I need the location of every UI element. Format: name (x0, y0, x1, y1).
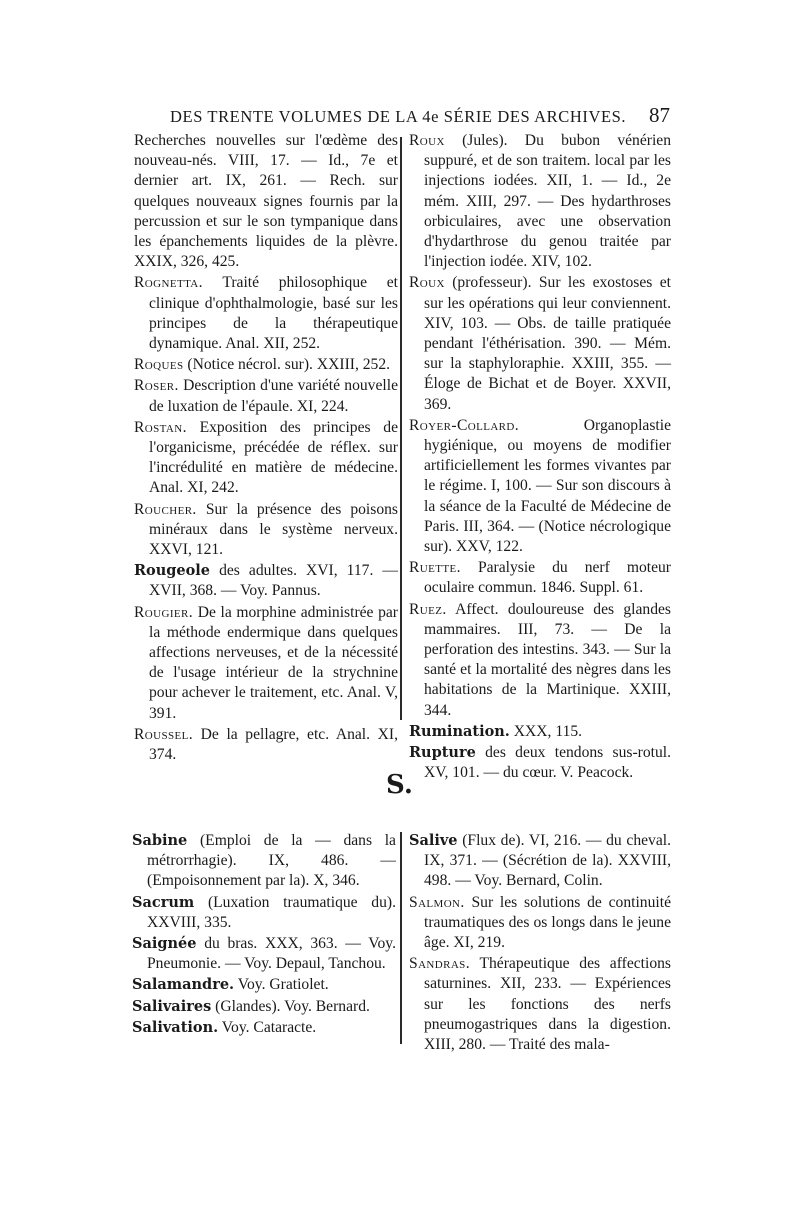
column-bottom-right (409, 831, 671, 1056)
index-entry (134, 500, 398, 561)
index-entry (409, 954, 671, 1055)
index-entry (134, 418, 398, 499)
entry-text: (Notice nécrol. sur). XXIII, 252. (187, 356, 391, 374)
index-entry (409, 273, 671, 414)
entry-keyword: Rougeole (134, 562, 211, 580)
index-entry (409, 600, 671, 721)
entry-keyword: Salivaires (132, 997, 212, 1015)
entry-text: De la morphine administrée par la méthode endermique dans quelques affections nerveuses, et de la nécessité de l'usage intérieur de la strychnine pour achever le traitement, etc. Anal. V, 391. (149, 603, 398, 722)
index-entry (409, 893, 671, 954)
entry-keyword: Salive (409, 832, 458, 849)
entry-text: Affect. douloureuse des glandes mammaires. III, 73. — De la perforation des intestins. 343. — Sur la santé et la mortalité des nègres dans les habitations de la Martinique. XXIII, 344. (424, 600, 671, 719)
entry-text: Recherches nouvelles sur l'œdème des nouveau-nés. VIII, 17. — Id., 7e et dernier art. IX, 261. — Rech. sur quelques nouveaux signes fournis par la percussion et sur le son tympanique dans les épanchements liquides de la plèvre. XXIX, 326, 425. (134, 132, 398, 271)
index-entry (134, 131, 398, 272)
index-entry (132, 997, 396, 1017)
entry-keyword: Salamandre. (132, 976, 235, 994)
index-entry (409, 743, 671, 783)
entry-text: Paralysie du nerf moteur oculaire commun. 1846. Suppl. 61. (424, 559, 671, 597)
entry-keyword: Salivation. (132, 1018, 219, 1036)
section-letter: S. (386, 770, 413, 800)
entry-text: Description d'une variété nouvelle de luxation de l'épaule. XI, 224. (149, 377, 398, 415)
index-entry (132, 893, 396, 933)
entry-text: des adultes. XVI, 117. — XVII, 368. — Voy. Pannus. (149, 562, 398, 600)
index-entry (409, 131, 671, 272)
entry-text: (Jules). Du bubon vénérien suppuré, et de son traitem. local par les injections iodées. XII, 1. — Id., 2e mém. XIII, 297. — Des hydarthroses orbiculaires, avec une observation d'hydarthrose du genou traitée par l'injection iodée. XIV, 102. (424, 132, 672, 271)
index-entry (134, 725, 398, 765)
entry-keyword: Sandras. (409, 955, 471, 973)
index-entry (132, 1018, 396, 1038)
index-entry (134, 355, 398, 375)
entry-text: (Glandes). Voy. Bernard. (215, 997, 370, 1015)
entry-keyword: Sacrum (132, 893, 195, 911)
entry-text: Voy. Gratiolet. (237, 976, 329, 994)
entry-keyword: Rostan. (134, 418, 187, 436)
entry-keyword: Ruette. (409, 559, 461, 577)
entry-keyword: Saignée (132, 935, 197, 953)
index-entry (134, 561, 398, 601)
entry-keyword: Roux (409, 274, 445, 292)
column-top-left (134, 131, 398, 766)
entry-text: Organoplastie hygiénique, ou moyens de modifier artificiellement les formes vivantes par le régime. I, 100. — Sur son discours à la séance de la Faculté de Médecine de Paris. III, 364. — (Notice nécrologique sur). XXV, 122. (424, 416, 671, 556)
entry-keyword: Salmon. (409, 893, 465, 911)
entry-text: Exposition des principes de l'organicisme, précédée de réflex. sur l'incrédulité en matière de médecine. Anal. XI, 242. (149, 418, 398, 497)
index-entry (132, 831, 396, 892)
column-divider-bottom (400, 832, 402, 1044)
index-entry (132, 934, 396, 974)
entry-text: Traité philosophique et clinique d'ophthalmologie, basé sur les principes de la thérapeutique dynamique. Anal. XII, 252. (149, 274, 399, 353)
index-entry (409, 558, 671, 598)
entry-text: des deux tendons sus-rotul. XV, 101. — du cœur. V. Peacock. (424, 744, 671, 782)
column-divider-top (400, 137, 402, 720)
entry-text: (Flux de). VI, 216. — du cheval. IX, 371. — (Sécrétion de la). XXVIII, 498. — Voy. Bernard, Colin. (424, 832, 671, 890)
index-entry (409, 722, 671, 742)
entry-keyword: Roucher. (134, 500, 197, 518)
entry-text: Thérapeutique des affections saturnines. XII, 233. — Expériences sur les fonctions des nerfs pneumogastriques dans la digestion. XIII, 280. — Traité des mala- (424, 955, 671, 1054)
entry-keyword: Rougier. (134, 603, 194, 621)
header-title: DES TRENTE VOLUMES DE LA 4e SÉRIE DES ARCHIVES. (170, 107, 627, 126)
running-header (170, 103, 670, 133)
entry-keyword: Ruez. (409, 600, 447, 618)
entry-keyword: Rupture (409, 744, 476, 762)
entry-keyword: Rognetta. (134, 274, 203, 292)
column-bottom-left (132, 831, 396, 1039)
entry-text: De la pellagre, etc. Anal. XI, 374. (149, 725, 398, 764)
index-entry (409, 416, 671, 557)
index-entry (409, 831, 671, 892)
entry-text: (Emploi de la — dans la métrorrhagie). IX, 486. — (Empoisonnement par la). X, 346. (147, 832, 396, 890)
entry-keyword: Roques (134, 356, 184, 374)
entry-text: du bras. XXX, 363. — Voy. Pneumonie. — Voy. Depaul, Tanchou. (147, 935, 396, 973)
entry-text: Sur la présence des poisons minéraux dans le système nerveux. XXVI, 121. (149, 500, 398, 559)
entry-keyword: Royer-Collard. (409, 416, 520, 434)
entry-text: Sur les solutions de continuité traumatiques des os longs dans le jeune âge. XI, 219. (424, 893, 671, 952)
entry-keyword: Roser. (134, 377, 179, 395)
entry-keyword: Roux (409, 132, 445, 149)
entry-keyword: Rumination. (409, 722, 510, 740)
index-entry (134, 273, 398, 354)
entry-keyword: Sabine (132, 832, 188, 849)
index-entry (134, 376, 398, 416)
entry-text: (Luxation traumatique du). XXVIII, 335. (147, 893, 396, 931)
entry-text: (professeur). Sur les exostoses et sur les opérations qui leur conviennent. XIV, 103. — Obs. de taille pratiquée pendant l'éthérisation. 390. — Mém. sur la staphyloraphie. XXIII, 355. — Éloge de Bichat et de Boyer. XXVII, 369. (424, 274, 671, 413)
column-top-right (409, 131, 671, 785)
entry-text: XXX, 115. (513, 722, 583, 740)
page-number: 87 (649, 103, 670, 127)
index-entry (132, 975, 396, 995)
index-entry (134, 603, 398, 724)
entry-keyword: Roussel. (134, 725, 194, 743)
entry-text: Voy. Cataracte. (221, 1018, 317, 1036)
